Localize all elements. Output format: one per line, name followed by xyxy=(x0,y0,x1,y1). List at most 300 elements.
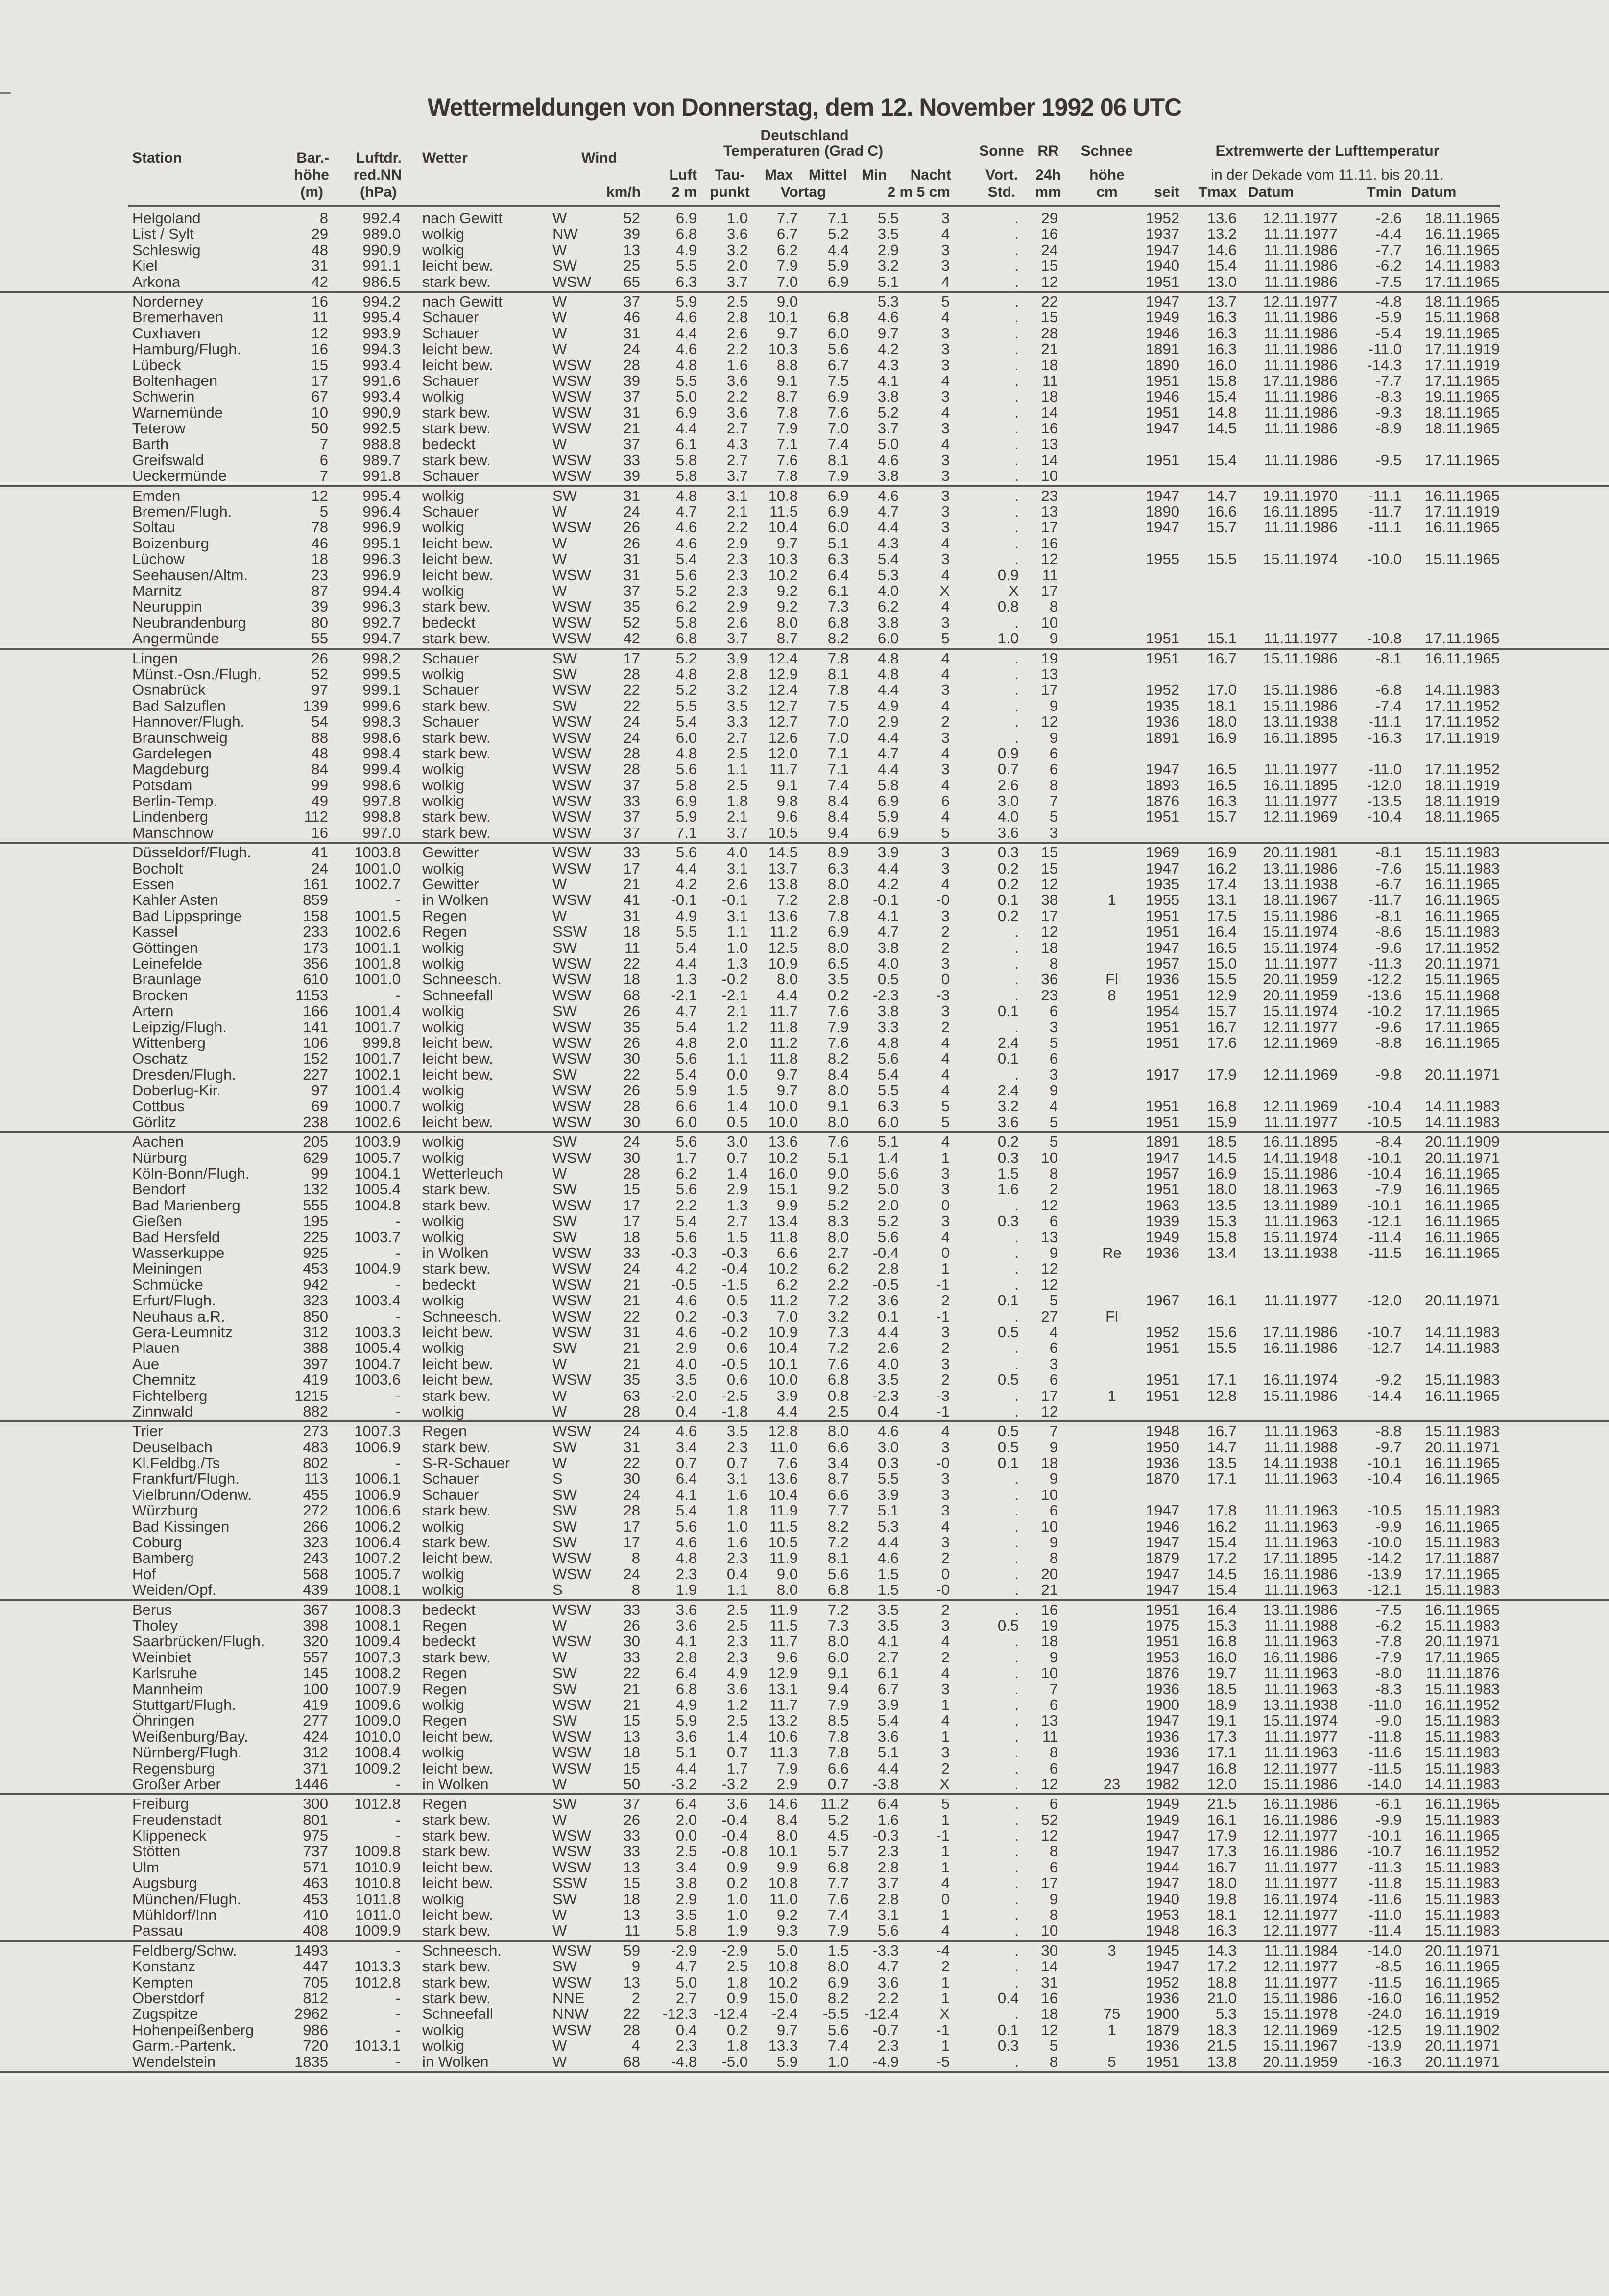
barometer-height: 408 xyxy=(303,1922,328,1940)
temp-min: 4.8 xyxy=(877,1034,899,1051)
barometer-height: 106 xyxy=(303,1034,328,1051)
temp-mean: 5.2 xyxy=(827,225,849,243)
wind-direction: SW xyxy=(552,1228,577,1246)
sunshine-hours: . xyxy=(1014,273,1019,290)
temp-mean: 5.2 xyxy=(827,1811,849,1828)
temp-mean: 7.6 xyxy=(827,1034,849,1051)
dew-point: 2.6 xyxy=(726,614,748,631)
barometer-height: 97 xyxy=(311,1082,328,1099)
temp-night-5cm: X xyxy=(939,2005,950,2023)
record-tmax-date: 20.11.1959 xyxy=(1263,970,1338,988)
temp-air: -0.3 xyxy=(671,1244,697,1261)
wind-direction: SW xyxy=(552,1212,577,1230)
temp-mean: 6.8 xyxy=(827,1858,849,1876)
record-tmax-date: 16.11.1974 xyxy=(1263,1890,1338,1908)
record-tmax-date: 16.11.1895 xyxy=(1263,1133,1338,1151)
wind-speed: 33 xyxy=(623,1244,640,1261)
record-tmax: 16.4 xyxy=(1207,923,1237,941)
sunshine-hours: 2.6 xyxy=(997,776,1019,794)
dew-point: -3.2 xyxy=(721,1775,748,1793)
record-tmin: -11.3 xyxy=(1368,954,1402,972)
barometer-height: 139 xyxy=(303,697,328,714)
pressure: 998.6 xyxy=(362,776,401,794)
temp-air: 5.6 xyxy=(675,566,697,584)
table-row xyxy=(0,294,1609,309)
temp-max: 11.8 xyxy=(769,1018,798,1036)
record-tmin: -12.2 xyxy=(1367,970,1402,988)
temp-max: 13.1 xyxy=(768,1680,798,1698)
pressure: - xyxy=(395,1307,401,1325)
pressure: 1001.7 xyxy=(354,1018,401,1036)
record-tmin: -10.8 xyxy=(1367,630,1402,647)
sunshine-hours: . xyxy=(1014,1922,1019,1940)
station-name: Wittenberg xyxy=(132,1034,206,1051)
record-tmax-date: 13.11.1938 xyxy=(1263,876,1338,893)
wind-speed: 26 xyxy=(623,1616,640,1634)
sunshine-hours: 0.1 xyxy=(997,1002,1019,1020)
precipitation: 18 xyxy=(1041,1633,1058,1650)
temp-max: 13.6 xyxy=(768,907,798,924)
table-row xyxy=(0,1582,1609,1598)
pressure: 1010.9 xyxy=(354,1858,401,1876)
wind-direction: SSW xyxy=(552,923,587,941)
pressure: 1007.3 xyxy=(354,1422,401,1440)
precipitation: 9 xyxy=(1049,1438,1058,1456)
weather: leicht bew. xyxy=(422,1371,493,1389)
station-name: Feldberg/Schw. xyxy=(132,1941,237,1959)
temp-night-5cm: 4 xyxy=(941,1050,950,1067)
temp-max: 14.6 xyxy=(768,1795,798,1813)
weather: leicht bew. xyxy=(422,356,493,374)
temp-min: 5.8 xyxy=(877,776,899,794)
precipitation: 5 xyxy=(1049,2037,1058,2055)
temp-air: 5.0 xyxy=(675,1973,697,1991)
station-name: Oschatz xyxy=(132,1050,188,1067)
station-name: Brocken xyxy=(132,986,188,1004)
record-tmin: -9.8 xyxy=(1375,1065,1402,1083)
dew-point: 1.6 xyxy=(726,356,748,374)
barometer-height: 568 xyxy=(303,1565,328,1583)
dew-point: 2.5 xyxy=(726,1616,748,1634)
table-row xyxy=(0,1844,1609,1859)
barometer-height: 46 xyxy=(311,534,328,552)
barometer-height: 52 xyxy=(311,665,328,683)
temp-min: 4.8 xyxy=(877,665,899,683)
weather: bedeckt xyxy=(422,435,476,453)
sunshine-hours: . xyxy=(1014,308,1019,326)
record-since: 1879 xyxy=(1146,1549,1179,1567)
weather: wolkig xyxy=(422,1097,465,1115)
temp-mean: 7.6 xyxy=(827,1890,849,1908)
record-tmax-date: 11.11.1963 xyxy=(1264,1422,1338,1440)
temp-mean: 6.9 xyxy=(827,1973,849,1991)
station-name: Vielbrunn/Odenw. xyxy=(132,1486,252,1503)
record-since: 1879 xyxy=(1146,2021,1179,2038)
temp-mean: 7.6 xyxy=(827,403,849,421)
temp-mean: 5.6 xyxy=(827,1565,849,1583)
pressure: - xyxy=(395,1775,401,1793)
record-tmin-date: 17.11.1919 xyxy=(1425,356,1500,374)
record-tmax-date: 14.11.1948 xyxy=(1263,1149,1338,1166)
wind-direction: WSW xyxy=(552,1323,592,1341)
weather: stark bew. xyxy=(422,808,491,826)
precipitation: 29 xyxy=(1041,210,1058,227)
temp-night-5cm: 3 xyxy=(941,340,950,358)
record-tmin-date: 16.11.1965 xyxy=(1425,1244,1500,1261)
temp-max: 10.4 xyxy=(768,1486,798,1503)
dew-point: 1.5 xyxy=(726,1228,748,1246)
sunshine-hours: . xyxy=(1014,503,1019,521)
pressure: 992.7 xyxy=(362,614,401,631)
temp-mean: 8.2 xyxy=(827,1989,849,2007)
precipitation: 7 xyxy=(1049,792,1058,810)
precipitation: 2 xyxy=(1049,1181,1058,1198)
station-name: Weiden/Opf. xyxy=(132,1581,216,1599)
record-tmax-date: 13.11.1986 xyxy=(1263,859,1338,877)
station-name: Oberstdorf xyxy=(132,1989,204,2007)
sunshine-hours: . xyxy=(1014,435,1019,453)
precipitation: 6 xyxy=(1049,744,1058,762)
temp-min: 5.3 xyxy=(877,566,899,584)
precipitation: 17 xyxy=(1041,1874,1058,1892)
barometer-height: 84 xyxy=(311,760,328,778)
record-tmin: -9.7 xyxy=(1375,1438,1402,1456)
wind-direction: W xyxy=(552,308,567,326)
pressure: 997.0 xyxy=(362,824,401,841)
station-name: Stuttgart/Flugh. xyxy=(132,1696,236,1713)
temp-mean: 6.4 xyxy=(827,566,849,584)
wind-direction: WSW xyxy=(552,713,592,731)
wind-direction: SW xyxy=(552,1181,577,1198)
pressure: 1006.9 xyxy=(354,1486,401,1503)
record-tmax-date: 11.11.1986 xyxy=(1264,420,1338,437)
station-name: Aachen xyxy=(132,1133,184,1151)
wind-direction: WSW xyxy=(552,681,592,699)
wind-speed: 33 xyxy=(623,792,640,810)
temp-air: 2.7 xyxy=(675,1989,697,2007)
temp-min: 5.5 xyxy=(877,1470,899,1488)
temp-max: 11.9 xyxy=(769,1601,798,1618)
weather: stark bew. xyxy=(422,824,491,841)
pressure: - xyxy=(395,2021,401,2038)
temp-mean: 6.0 xyxy=(827,1648,849,1666)
record-tmax-date: 20.11.1959 xyxy=(1263,2053,1338,2070)
weather: wolkig xyxy=(422,2037,465,2055)
table-row xyxy=(0,1860,1609,1875)
precipitation: 6 xyxy=(1049,1696,1058,1713)
record-tmin-date: 17.11.1887 xyxy=(1425,1549,1500,1567)
temp-min: 5.1 xyxy=(877,273,899,290)
barometer-height: 1153 xyxy=(295,986,328,1004)
table-row xyxy=(0,274,1609,290)
record-tmin: -12.7 xyxy=(1367,1339,1402,1357)
record-tmax: 15.3 xyxy=(1207,1212,1237,1230)
pressure: 988.8 xyxy=(362,435,401,453)
record-since: 1951 xyxy=(1146,372,1179,389)
wind-speed: 31 xyxy=(623,1438,640,1456)
temp-mean: 7.2 xyxy=(827,1601,849,1618)
dew-point: 1.0 xyxy=(726,1517,748,1535)
sunshine-hours: . xyxy=(1014,467,1019,485)
record-tmin-date: 18.11.1919 xyxy=(1425,776,1500,794)
dew-point: 1.0 xyxy=(726,1906,748,1924)
wind-speed: 15 xyxy=(623,1759,640,1777)
sunshine-hours: . xyxy=(1014,1601,1019,1618)
pressure: - xyxy=(395,2005,401,2023)
sunshine-hours: . xyxy=(1014,1858,1019,1876)
wind-speed: 24 xyxy=(623,340,640,358)
wind-direction: SW xyxy=(552,487,577,504)
record-tmax: 18.1 xyxy=(1207,697,1237,714)
dew-point: -1.8 xyxy=(721,1402,748,1420)
table-row xyxy=(0,988,1609,1003)
record-tmax: 16.9 xyxy=(1207,729,1237,746)
dew-point: 0.5 xyxy=(726,1113,748,1131)
temp-min: 4.4 xyxy=(877,729,899,746)
station-name: Bremen/Flugh. xyxy=(132,503,232,521)
record-tmin: -7.8 xyxy=(1375,1633,1402,1650)
temp-min: 4.9 xyxy=(877,697,899,714)
record-tmax-date: 12.11.1969 xyxy=(1263,1065,1338,1083)
temp-min: 5.5 xyxy=(877,210,899,227)
pressure: - xyxy=(395,1212,401,1230)
temp-min: 4.6 xyxy=(877,487,899,504)
temp-max: 11.9 xyxy=(769,1549,798,1567)
dew-point: 3.6 xyxy=(726,372,748,389)
temp-air: 4.4 xyxy=(675,859,697,877)
temp-min: 4.4 xyxy=(877,519,899,536)
precipitation: 17 xyxy=(1041,519,1058,536)
temp-night-5cm: 4 xyxy=(941,308,950,326)
temp-air: 2.2 xyxy=(675,1196,697,1214)
record-tmax-date: 16.11.1986 xyxy=(1263,1648,1338,1666)
record-tmax-date: 11.11.1977 xyxy=(1264,792,1338,810)
dew-point: 1.4 xyxy=(726,1728,748,1745)
wind-speed: 24 xyxy=(623,1486,640,1503)
wind-speed: 13 xyxy=(623,1906,640,1924)
temp-mean: 8.0 xyxy=(827,1633,849,1650)
temp-min: 2.8 xyxy=(877,1260,899,1278)
record-tmax: 13.4 xyxy=(1207,1244,1237,1261)
temp-night-5cm: 4 xyxy=(941,697,950,714)
temp-night-5cm: -1 xyxy=(936,1402,950,1420)
temp-mean: 8.2 xyxy=(827,630,849,647)
temp-mean: 2.7 xyxy=(827,1244,849,1261)
temp-max: 11.8 xyxy=(769,1228,798,1246)
record-tmax: 16.5 xyxy=(1207,939,1237,956)
record-tmin: -11.8 xyxy=(1368,1728,1402,1745)
wind-direction: WSW xyxy=(552,1260,592,1278)
temp-air: 5.8 xyxy=(675,451,697,469)
temp-max: 11.7 xyxy=(769,760,798,778)
table-row xyxy=(0,1697,1609,1713)
temp-night-5cm: -0 xyxy=(936,1454,950,1472)
record-since: 1955 xyxy=(1146,891,1179,909)
temp-night-5cm: 1 xyxy=(941,1989,950,2007)
record-since: 1952 xyxy=(1146,681,1179,699)
temp-mean: 5.9 xyxy=(827,257,849,275)
pressure: 989.7 xyxy=(362,451,401,469)
barometer-height: 16 xyxy=(311,292,328,310)
table-row xyxy=(0,583,1609,599)
temp-mean: 7.0 xyxy=(827,420,849,437)
record-tmin-date: 15.11.1983 xyxy=(1425,1422,1500,1440)
temp-night-5cm: 1 xyxy=(941,1811,950,1828)
record-tmin-date: 18.11.1965 xyxy=(1425,808,1500,826)
pressure: 986.5 xyxy=(362,273,401,290)
temp-air: 4.2 xyxy=(675,876,697,893)
wind-speed: 8 xyxy=(631,1549,640,1567)
temp-mean: 8.1 xyxy=(827,665,849,683)
temp-max: 10.2 xyxy=(768,566,798,584)
sunshine-hours: 0.2 xyxy=(997,907,1019,924)
wind-speed: 22 xyxy=(623,681,640,699)
record-tmax: 16.7 xyxy=(1207,1018,1237,1036)
temp-max: 8.7 xyxy=(776,630,798,647)
temp-mean: 7.9 xyxy=(827,467,849,485)
precipitation: 16 xyxy=(1041,420,1058,437)
table-row xyxy=(0,778,1609,793)
wind-speed: 18 xyxy=(623,1228,640,1246)
precipitation: 9 xyxy=(1049,1648,1058,1666)
barometer-height: 610 xyxy=(303,970,328,988)
station-name: Mannheim xyxy=(132,1680,203,1698)
record-since: 1949 xyxy=(1146,1228,1179,1246)
wind-direction: S xyxy=(552,1581,563,1599)
sunshine-hours: . xyxy=(1014,1534,1019,1551)
wind-direction: WSW xyxy=(552,1307,592,1325)
dew-point: 1.4 xyxy=(726,1097,748,1115)
weather: Schauer xyxy=(422,713,479,731)
weather: wolkig xyxy=(422,1339,465,1357)
pressure: - xyxy=(395,2053,401,2070)
temp-night-5cm: -1 xyxy=(936,2021,950,2038)
temp-min: 1.4 xyxy=(877,1149,899,1166)
sunshine-hours: . xyxy=(1014,534,1019,552)
station-name: Fichtelberg xyxy=(132,1387,208,1404)
record-tmax: 14.3 xyxy=(1207,1941,1237,1959)
temp-max: 12.9 xyxy=(768,665,798,683)
record-tmax: 14.7 xyxy=(1207,1438,1237,1456)
dew-point: 3.2 xyxy=(726,681,748,699)
record-tmin-date: 16.11.1965 xyxy=(1425,1228,1500,1246)
pressure: 999.1 xyxy=(362,681,401,699)
record-tmin-date: 17.11.1952 xyxy=(1425,713,1500,731)
wind-speed: 28 xyxy=(623,1097,640,1115)
station-name: Osnabrück xyxy=(132,681,206,699)
record-since: 1939 xyxy=(1146,1212,1179,1230)
record-since: 1947 xyxy=(1146,1149,1179,1166)
weather: stark bew. xyxy=(422,729,491,746)
pressure: 998.2 xyxy=(362,649,401,667)
record-tmin-date: 16.11.1965 xyxy=(1425,891,1500,909)
sunshine-hours: 0.1 xyxy=(997,2021,1019,2038)
weather: stark bew. xyxy=(422,403,491,421)
weather: leicht bew. xyxy=(422,1728,493,1745)
record-tmin-date: 15.11.1968 xyxy=(1425,308,1500,326)
station-name: Bad Salzuflen xyxy=(132,697,226,714)
temp-night-5cm: 2 xyxy=(941,1601,950,1618)
dew-point: 0.7 xyxy=(726,1454,748,1472)
station-name: Freiburg xyxy=(132,1795,189,1813)
temp-night-5cm: 3 xyxy=(941,210,950,227)
temp-max: 9.0 xyxy=(776,1565,798,1583)
temp-min: 0.5 xyxy=(877,970,899,988)
wind-speed: 18 xyxy=(623,970,640,988)
temp-air: 2.0 xyxy=(675,1811,697,1828)
weather: in Wolken xyxy=(422,891,489,909)
temp-mean: 7.8 xyxy=(827,681,849,699)
dew-point: 2.5 xyxy=(726,1712,748,1729)
record-tmax-date: 16.11.1895 xyxy=(1263,503,1338,521)
station-group xyxy=(0,293,1609,487)
barometer-height: 97 xyxy=(311,681,328,699)
station-name: Cuxhaven xyxy=(132,324,201,342)
sunshine-hours: . xyxy=(1014,1196,1019,1214)
wind-speed: 17 xyxy=(623,859,640,877)
dew-point: 3.5 xyxy=(726,697,748,714)
weather: leicht bew. xyxy=(422,1858,493,1876)
table-row xyxy=(0,2022,1609,2038)
temp-max: 7.9 xyxy=(776,420,798,437)
weather: Wetterleuch xyxy=(422,1165,503,1183)
precipitation: 20 xyxy=(1041,1565,1058,1583)
sunshine-hours: 0.5 xyxy=(997,1371,1019,1389)
dew-point: 0.7 xyxy=(726,1744,748,1761)
wind-speed: 35 xyxy=(623,1371,640,1389)
temp-min: 5.9 xyxy=(877,808,899,826)
temp-mean: 8.7 xyxy=(827,1470,849,1488)
precipitation: 14 xyxy=(1041,451,1058,469)
temp-night-5cm: 4 xyxy=(941,1633,950,1650)
temp-mean: 8.0 xyxy=(827,1422,849,1440)
temp-min: 6.1 xyxy=(877,1664,899,1682)
temp-air: 5.9 xyxy=(675,808,697,826)
barometer-height: 16 xyxy=(311,340,328,358)
weather: stark bew. xyxy=(422,420,491,437)
barometer-height: 942 xyxy=(303,1276,328,1293)
record-tmin-date: 15.11.1983 xyxy=(1425,1811,1500,1828)
sunshine-hours: . xyxy=(1014,292,1019,310)
wind-direction: W xyxy=(552,1454,567,1472)
record-tmin-date: 15.11.1983 xyxy=(1425,923,1500,941)
precipitation: 4 xyxy=(1049,1323,1058,1341)
station-name: Ueckermünde xyxy=(132,467,227,485)
temp-mean: 7.7 xyxy=(827,1502,849,1519)
temp-max: 9.7 xyxy=(776,2021,798,2038)
station-name: Zinnwald xyxy=(132,1402,193,1420)
dew-point: 3.6 xyxy=(726,403,748,421)
temp-air: -0.5 xyxy=(671,1276,697,1293)
record-tmin: -7.7 xyxy=(1375,241,1402,259)
record-since: 1948 xyxy=(1146,1422,1179,1440)
temp-air: 4.7 xyxy=(675,503,697,521)
header-mittel: Mittel xyxy=(808,167,847,183)
table-row xyxy=(0,631,1609,646)
temp-air: -3.2 xyxy=(671,1775,697,1793)
record-tmin-date: 17.11.1965 xyxy=(1425,451,1500,469)
station-name: Kiel xyxy=(132,257,158,275)
record-tmax: 15.4 xyxy=(1207,388,1237,405)
record-tmax: 15.8 xyxy=(1207,372,1237,389)
dew-point: 1.2 xyxy=(726,1696,748,1713)
weather: leicht bew. xyxy=(422,1050,493,1067)
sunshine-hours: . xyxy=(1014,356,1019,374)
pressure: 1005.7 xyxy=(354,1565,401,1583)
record-tmax: 17.4 xyxy=(1207,876,1237,893)
table-row xyxy=(0,436,1609,452)
weather: Regen xyxy=(422,1664,467,1682)
